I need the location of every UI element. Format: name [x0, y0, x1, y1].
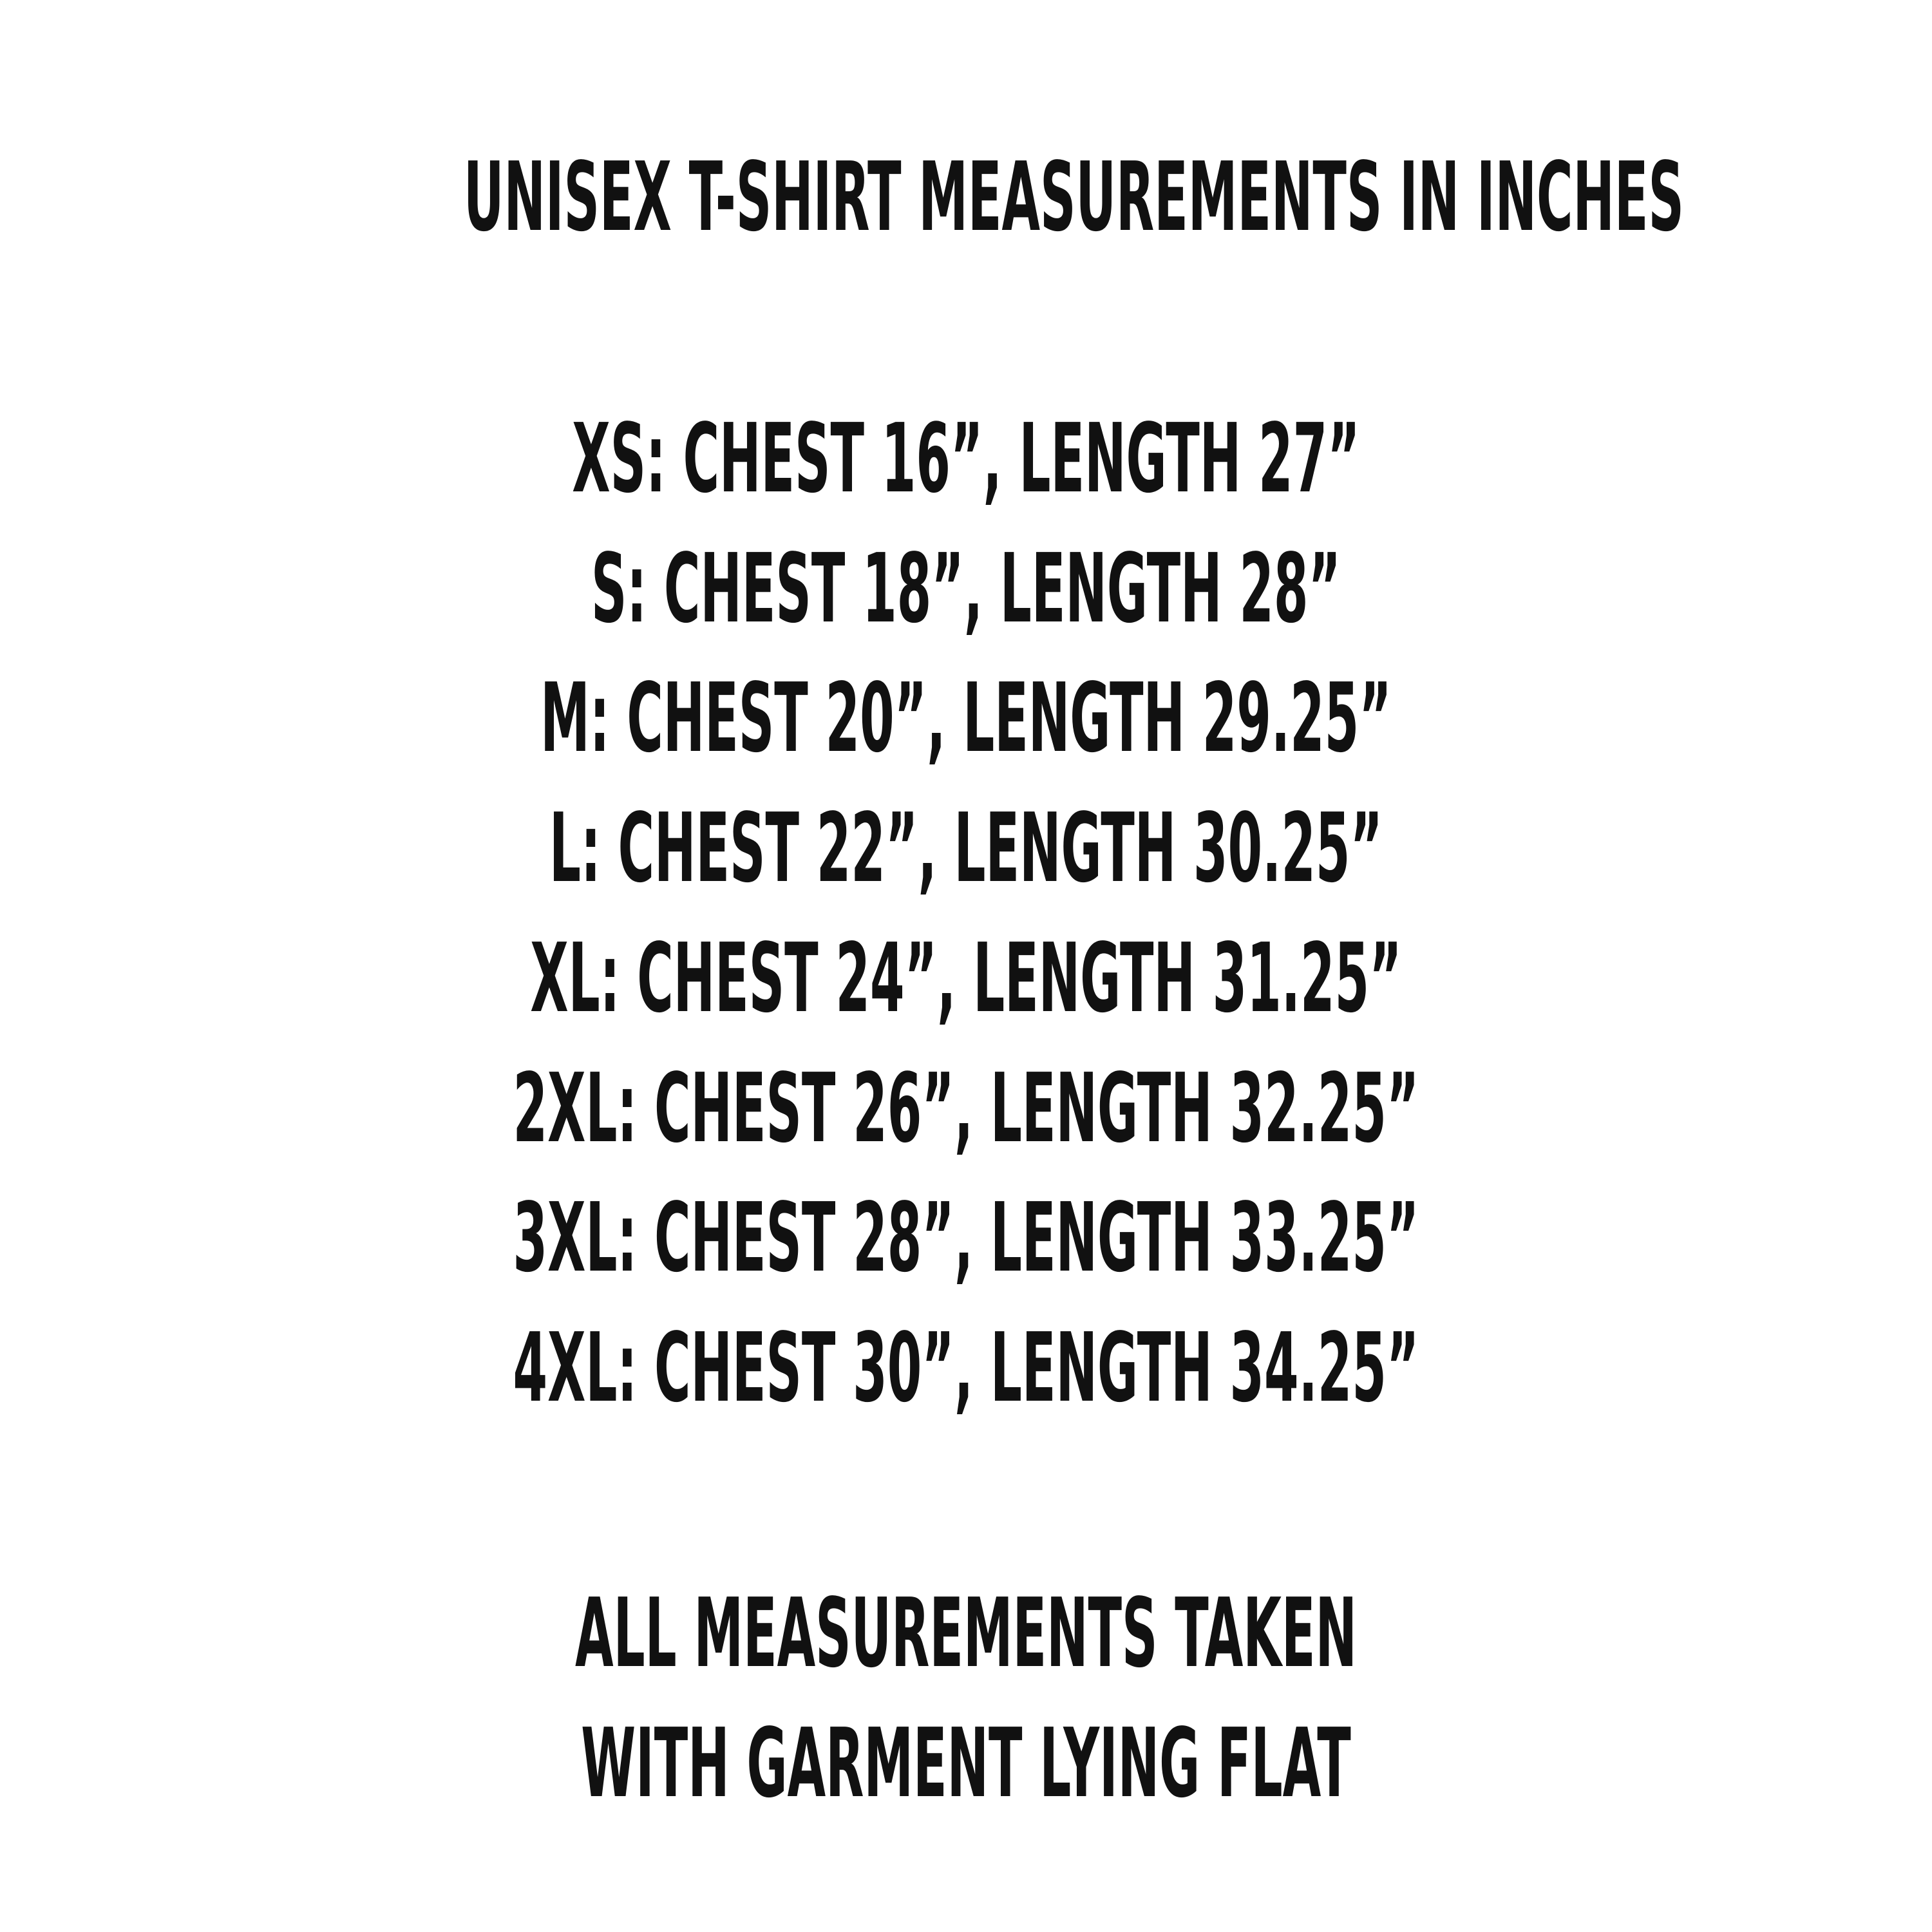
- size-row-m: M: CHEST 20”, LENGTH 29.25”: [540, 663, 1392, 773]
- measurement-note-line-1: ALL MEASUREMENTS TAKEN: [575, 1578, 1357, 1689]
- size-row-3xl: 3XL: CHEST 28”, LENGTH 33.25”: [513, 1182, 1419, 1293]
- size-row-4xl: 4XL: CHEST 30”, LENGTH 34.25”: [513, 1312, 1419, 1423]
- size-row-xs: XS: CHEST 16”, LENGTH 27”: [572, 403, 1360, 514]
- measurement-note-line-2: WITH GARMENT LYING FLAT: [581, 1708, 1351, 1819]
- page-title: UNISEX T-SHIRT MEASUREMENTS IN INCHES: [464, 142, 1684, 252]
- size-row-2xl: 2XL: CHEST 26”, LENGTH 32.25”: [513, 1053, 1419, 1164]
- size-row-xl: XL: CHEST 24”, LENGTH 31.25”: [530, 923, 1402, 1034]
- size-row-l: L: CHEST 22”, LENGTH 30.25”: [549, 793, 1383, 904]
- size-row-s: S: CHEST 18”, LENGTH 28”: [591, 533, 1341, 644]
